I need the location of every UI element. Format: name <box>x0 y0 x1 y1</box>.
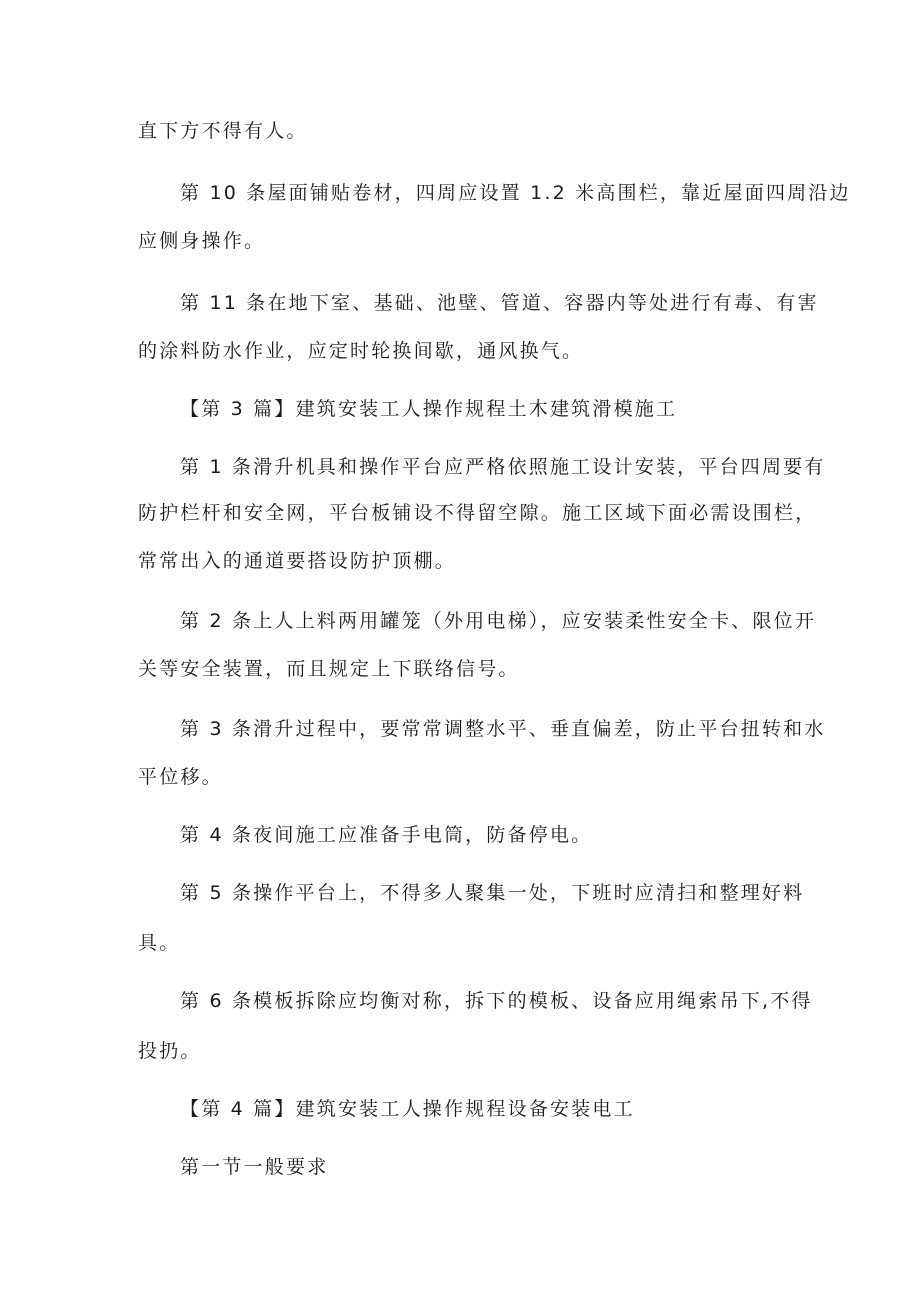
paragraph-line: 直下方不得有人。 <box>138 120 308 142</box>
paragraph-line: 第 5 条操作平台上，不得多人聚集一处，下班时应清扫和整理好料 <box>180 882 805 904</box>
section-heading: 【第 3 篇】建筑安装工人操作规程土木建筑滑模施工 <box>180 398 678 420</box>
section-heading: 【第 4 篇】建筑安装工人操作规程设备安装电工 <box>180 1098 635 1120</box>
paragraph-line: 第 10 条屋面铺贴卷材，四周应设置 1.2 米高围栏，靠近屋面四周沿边 <box>180 182 851 204</box>
paragraph-line: 防护栏杆和安全网，平台板铺设不得留空隙。施工区域下面必需设围栏， <box>138 502 817 524</box>
paragraph-line: 平位移。 <box>138 766 223 788</box>
paragraph-line: 的涂料防水作业，应定时轮换间歇，通风换气。 <box>138 340 584 362</box>
paragraph-line: 第 1 条滑升机具和操作平台应严格依照施工设计安装，平台四周要有 <box>180 456 826 478</box>
subsection-heading: 第一节一般要求 <box>180 1156 329 1178</box>
paragraph-line: 第 2 条上人上料两用罐笼（外用电梯），应安装柔性安全卡、限位开 <box>180 610 817 632</box>
paragraph-line: 投扔。 <box>138 1040 202 1062</box>
paragraph-line: 常常出入的通道要搭设防护顶棚。 <box>138 550 457 572</box>
paragraph-line: 应侧身操作。 <box>138 230 266 252</box>
paragraph-line: 第 6 条模板拆除应均衡对称，拆下的模板、设备应用绳索吊下,不得 <box>180 990 813 1012</box>
paragraph-line: 第 3 条滑升过程中，要常常调整水平、垂直偏差，防止平台扭转和水 <box>180 718 826 740</box>
paragraph-line: 第 4 条夜间施工应准备手电筒，防备停电。 <box>180 824 593 846</box>
paragraph-line: 第 11 条在地下室、基础、池壁、管道、容器内等处进行有毒、有害 <box>180 292 819 314</box>
paragraph-line: 具。 <box>138 932 181 954</box>
paragraph-line: 关等安全装置，而且规定上下联络信号。 <box>138 658 520 680</box>
